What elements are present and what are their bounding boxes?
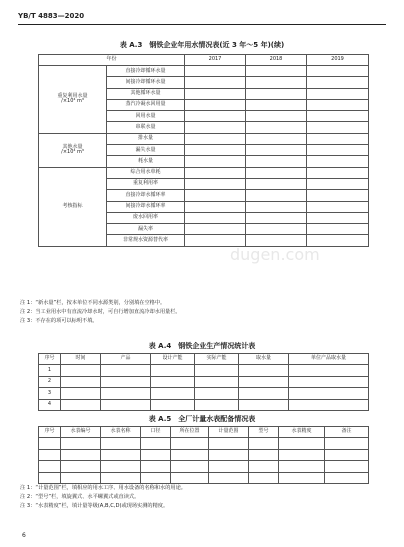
column-header: 2017	[185, 55, 246, 66]
column-header: 水表精度	[279, 427, 325, 438]
data-cell	[249, 438, 279, 450]
table-row	[39, 472, 369, 484]
data-cell	[307, 178, 369, 189]
data-cell	[185, 212, 246, 223]
row-label: 非常规水资源替代率	[107, 235, 185, 246]
data-cell	[246, 145, 307, 156]
group-unit: /×10⁴ m³	[61, 98, 84, 105]
column-header: 年份	[39, 55, 185, 66]
data-cell	[61, 438, 101, 450]
data-cell	[249, 449, 279, 461]
data-cell	[185, 156, 246, 167]
data-cell	[307, 88, 369, 99]
data-cell	[209, 472, 249, 484]
data-cell	[39, 449, 61, 461]
data-cell	[246, 111, 307, 122]
data-cell	[209, 461, 249, 473]
data-cell	[246, 190, 307, 201]
data-cell	[171, 461, 209, 473]
row-label: 漏失水量	[107, 145, 185, 156]
data-cell	[185, 133, 246, 144]
data-cell	[61, 449, 101, 461]
data-cell	[279, 472, 325, 484]
data-cell	[307, 156, 369, 167]
data-cell	[209, 438, 249, 450]
data-cell	[185, 66, 246, 77]
data-cell	[325, 438, 369, 450]
row-label: 其他循环水量	[107, 88, 185, 99]
data-cell	[307, 235, 369, 246]
column-header: 计量范围	[209, 427, 249, 438]
column-header: 水表名称	[101, 427, 141, 438]
data-cell	[307, 190, 369, 201]
column-header: 实际产能	[195, 354, 239, 365]
table-row	[39, 427, 369, 438]
data-cell	[307, 66, 369, 77]
data-cell	[246, 133, 307, 144]
table-row	[39, 55, 369, 66]
data-cell	[209, 449, 249, 461]
data-cell	[246, 122, 307, 133]
data-cell	[279, 438, 325, 450]
data-cell	[185, 190, 246, 201]
table-a5-caption: 表 A.5 全厂计量水表配备情况表	[148, 415, 256, 423]
row-label: 排水量	[107, 133, 185, 144]
data-cell	[239, 388, 289, 400]
row-label: 废水回用率	[107, 212, 185, 223]
note-line: 注 2：“型号”栏，填旋翼式、水平螺翼式或直读式。	[20, 494, 140, 500]
data-cell	[185, 224, 246, 235]
table-a3-caption: 表 A.3 钢铁企业年用水情况表(近 3 年～5 年)(续)	[119, 41, 285, 49]
data-cell	[307, 167, 369, 178]
data-cell	[61, 461, 101, 473]
data-cell	[246, 88, 307, 99]
row-label: 直接冷却循环水量	[107, 66, 185, 77]
row-label: 蒸汽冷凝水回用量	[107, 99, 185, 110]
column-header: 时间	[61, 354, 101, 365]
data-cell	[246, 212, 307, 223]
data-cell	[279, 461, 325, 473]
data-cell	[61, 365, 101, 377]
data-cell	[289, 388, 369, 400]
data-cell	[325, 449, 369, 461]
data-cell	[289, 365, 369, 377]
data-cell	[246, 66, 307, 77]
data-cell	[239, 376, 289, 388]
row-number: 4	[39, 399, 61, 411]
data-cell	[195, 376, 239, 388]
group-label	[39, 167, 107, 246]
note-line: 注 2：当工业用水中有直流冷却水时，可自行增加直流冷却水用量栏。	[20, 309, 181, 315]
data-cell	[171, 449, 209, 461]
row-label: 间接冷却水循环率	[107, 201, 185, 212]
column-header: 设计产能	[151, 354, 195, 365]
table-row	[39, 365, 369, 377]
data-cell	[61, 376, 101, 388]
note-line: 注 1：“计量范围”栏，填相应的用水工序、用水设备的名称和水的用途。	[20, 485, 186, 491]
data-cell	[151, 399, 195, 411]
data-cell	[249, 472, 279, 484]
table-row	[39, 399, 369, 411]
data-cell	[289, 399, 369, 411]
data-cell	[185, 111, 246, 122]
data-cell	[185, 77, 246, 88]
header-rule	[18, 24, 386, 25]
data-cell	[307, 224, 369, 235]
data-cell	[185, 122, 246, 133]
row-number: 3	[39, 388, 61, 400]
column-header: 2018	[246, 55, 307, 66]
page-number: 6	[22, 532, 26, 539]
data-cell	[307, 212, 369, 223]
data-cell	[171, 472, 209, 484]
column-header: 所在位置	[171, 427, 209, 438]
data-cell	[307, 145, 369, 156]
table-row	[39, 388, 369, 400]
data-cell	[101, 388, 151, 400]
row-label: 漏失率	[107, 224, 185, 235]
row-label: 直接冷却水循环率	[107, 190, 185, 201]
data-cell	[141, 438, 171, 450]
data-cell	[307, 77, 369, 88]
data-cell	[307, 111, 369, 122]
data-cell	[185, 235, 246, 246]
data-cell	[151, 365, 195, 377]
table-row	[39, 133, 369, 144]
data-cell	[61, 472, 101, 484]
data-cell	[195, 388, 239, 400]
table-row	[39, 354, 369, 365]
data-cell	[101, 449, 141, 461]
row-label: 耗水量	[107, 156, 185, 167]
column-header: 取水量	[239, 354, 289, 365]
data-cell	[171, 438, 209, 450]
data-cell	[101, 461, 141, 473]
data-cell	[101, 472, 141, 484]
data-cell	[279, 449, 325, 461]
table-row	[39, 449, 369, 461]
data-cell	[185, 99, 246, 110]
data-cell	[151, 376, 195, 388]
data-cell	[101, 365, 151, 377]
column-header: 口径	[141, 427, 171, 438]
data-cell	[39, 438, 61, 450]
data-cell	[239, 399, 289, 411]
data-cell	[141, 449, 171, 461]
data-cell	[185, 201, 246, 212]
data-cell	[185, 167, 246, 178]
data-cell	[307, 201, 369, 212]
standard-number: YB/T 4883—2020	[18, 12, 85, 20]
group-label-text: 其他水量	[62, 143, 83, 150]
notes-table-a5	[20, 484, 186, 511]
data-cell	[185, 145, 246, 156]
column-header: 产品	[101, 354, 151, 365]
data-cell	[151, 388, 195, 400]
row-label: 重复利用率	[107, 178, 185, 189]
group-label	[39, 66, 107, 134]
note-line: 注 3：“水表精度”栏，填计量等级(A,B,C,D)或现场实测的精度。	[20, 503, 169, 509]
data-cell	[325, 472, 369, 484]
column-header: 备注	[325, 427, 369, 438]
table-row	[39, 461, 369, 473]
column-header: 序号	[39, 354, 61, 365]
data-cell	[325, 461, 369, 473]
data-cell	[195, 365, 239, 377]
note-line: 注 3：不存在的项可以标明不填。	[20, 318, 98, 324]
data-cell	[101, 399, 151, 411]
row-label: 间接冷却循环水量	[107, 77, 185, 88]
table-row	[39, 438, 369, 450]
data-cell	[141, 461, 171, 473]
note-line: 注 1：“新水量”栏，按本单位不同水源类别，分别填在空格中。	[20, 300, 166, 306]
column-header: 序号	[39, 427, 61, 438]
data-cell	[246, 201, 307, 212]
data-cell	[246, 167, 307, 178]
row-number: 2	[39, 376, 61, 388]
row-label: 回用水量	[107, 111, 185, 122]
data-cell	[246, 77, 307, 88]
table-row	[39, 376, 369, 388]
data-cell	[249, 461, 279, 473]
table-a4-caption: 表 A.4 钢铁企业生产情况统计表	[148, 342, 256, 350]
row-label: 串联水量	[107, 122, 185, 133]
table-a3	[38, 54, 369, 247]
data-cell	[289, 376, 369, 388]
column-header: 单位产品取水量	[289, 354, 369, 365]
table-row	[39, 167, 369, 178]
data-cell	[246, 224, 307, 235]
group-unit: /×10⁴ m³	[61, 149, 84, 156]
column-header: 水表编号	[61, 427, 101, 438]
row-number: 1	[39, 365, 61, 377]
data-cell	[239, 365, 289, 377]
data-cell	[61, 399, 101, 411]
data-cell	[39, 461, 61, 473]
group-label-text: 重复利用水量	[57, 93, 88, 100]
data-cell	[307, 99, 369, 110]
column-header: 型号	[249, 427, 279, 438]
table-a4	[38, 353, 369, 411]
data-cell	[185, 88, 246, 99]
column-header: 2019	[307, 55, 369, 66]
data-cell	[307, 133, 369, 144]
group-label-text: 考核指标	[62, 203, 83, 210]
data-cell	[246, 178, 307, 189]
table-row	[39, 66, 369, 77]
data-cell	[307, 122, 369, 133]
data-cell	[195, 399, 239, 411]
data-cell	[61, 388, 101, 400]
watermark: dugen.com	[230, 245, 320, 264]
data-cell	[246, 99, 307, 110]
notes-table-a3	[20, 299, 181, 326]
table-a5	[38, 426, 369, 484]
data-cell	[185, 178, 246, 189]
data-cell	[246, 156, 307, 167]
data-cell	[246, 235, 307, 246]
row-label: 综合用水单耗	[107, 167, 185, 178]
group-label	[39, 133, 107, 167]
data-cell	[101, 376, 151, 388]
data-cell	[141, 472, 171, 484]
data-cell	[39, 472, 61, 484]
data-cell	[101, 438, 141, 450]
